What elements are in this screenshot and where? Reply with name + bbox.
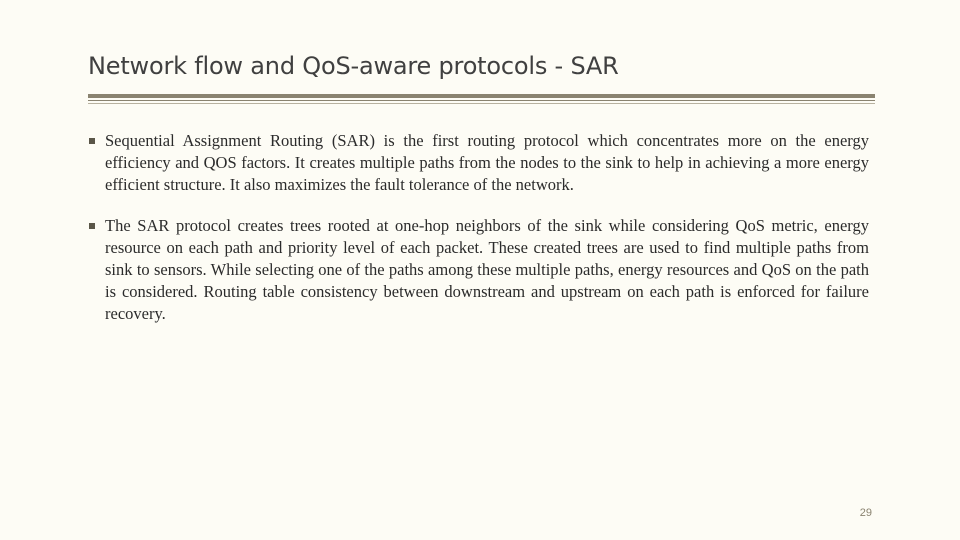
list-item (88, 215, 869, 324)
list-item (88, 130, 869, 195)
title-divider-line-secondary (88, 103, 875, 104)
title-divider (88, 94, 875, 98)
slide-title: Network flow and QoS-aware protocols - SAR (88, 52, 619, 80)
bullet-text: Sequential Assignment Routing (SAR) is the first routing protocol which concentrates more on the energy efficiency and QOS factors. It creates multiple paths from the nodes to the sink to help in achieving a more energy efficient structure. It also maximizes the fault tolerance of the network. (105, 131, 869, 194)
square-bullet-icon (89, 223, 95, 229)
page-number: 29 (859, 507, 872, 519)
title-divider-line (88, 100, 875, 101)
bullet-list (88, 130, 869, 344)
square-bullet-icon (89, 138, 95, 144)
bullet-text: The SAR protocol creates trees rooted at one-hop neighbors of the sink while considering QoS metric, energy resource on each path and priority level of each packet. These created trees are used to find multiple paths from sink to sensors. While selecting one of the paths among these multiple paths, energy resources and QoS on the path is considered. Routing table consistency between downstream and upstream on each path is enforced for failure recovery. (105, 216, 869, 323)
